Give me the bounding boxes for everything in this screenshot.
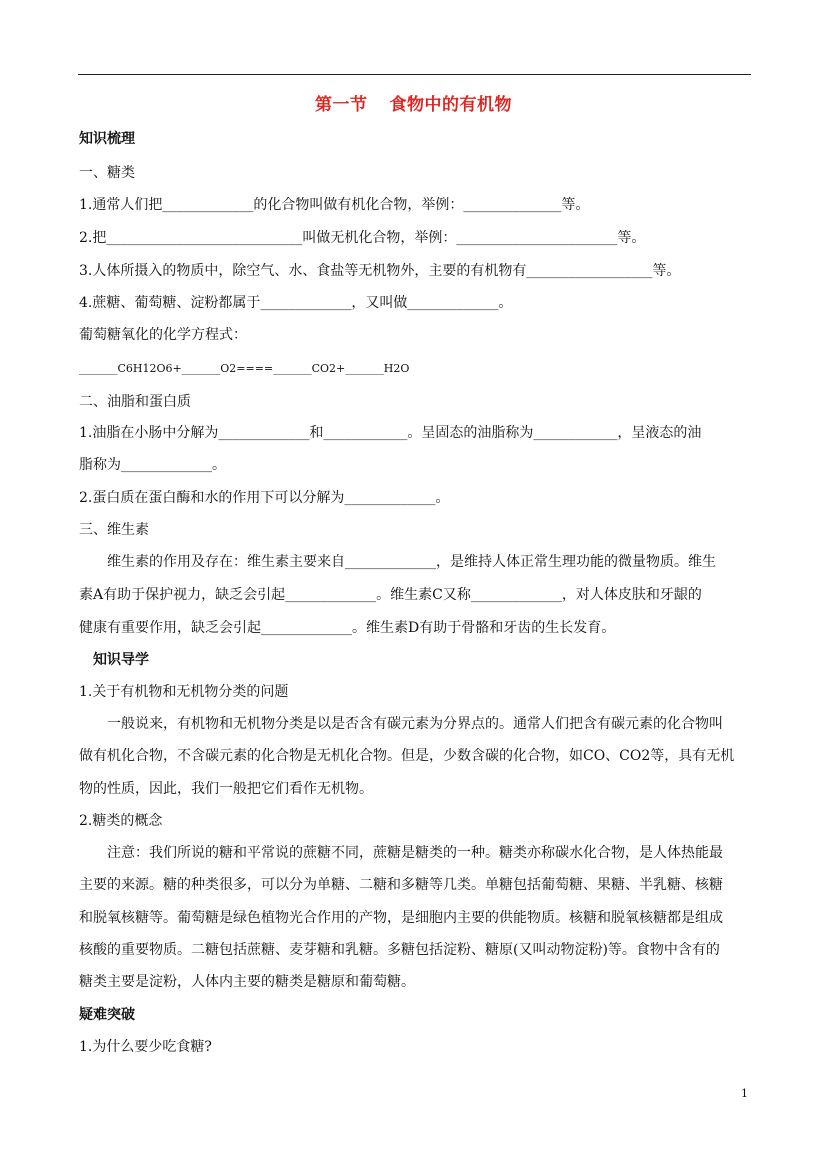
text-line: 糖类主要是淀粉，人体内主要的糖类是糖原和葡萄糖。 [79,974,415,990]
text-line: 3.人体所摄入的物质中，除空气、水、食盐等无机物外，主要的有机物有__________________等。 [79,263,681,279]
text-line: 1.通常人们把_____________的化合物叫做有机化合物，举例：______________等。 [79,197,590,213]
text-line: 1.油脂在小肠中分解为_____________和____________。呈固态的油脂称为____________，呈液态的油 [79,425,702,441]
text-line: 葡萄糖氧化的化学方程式： [79,327,247,343]
text-line: 2.糖类的概念 [79,813,163,829]
header-rule [78,74,751,75]
text-line: 注意：我们所说的糖和平常说的蔗糖不同，蔗糖是糖类的一种。糖类亦称碳水化合物，是人体热能最 [107,845,723,861]
text-line: 一般说来，有机物和无机物分类是以是否含有碳元素为分界点的。通常人们把含有碳元素的化合物叫 [107,716,723,732]
text-line: 物的性质，因此，我们一般把它们看作无机物。 [79,781,373,797]
text-line: 维生素的作用及存在：维生素主要来自_____________，是维持人体正常生理功能的微量物质。维生 [107,554,716,570]
text-line: 核酸的重要物质。二糖包括蔗糖、麦芽糖和乳糖。多糖包括淀粉、糖原(又叫动物淀粉)等。食物中含有的 [79,942,720,958]
text-line: 2.蛋白质在蛋白酶和水的作用下可以分解为_____________。 [79,490,450,506]
text-line: 2.把____________________________叫做无机化合物，举例：_______________________等。 [79,230,646,246]
text-line: 4.蔗糖、葡萄糖、淀粉都属于_____________，又叫做_____________。 [79,295,513,311]
text-line: 主要的来源。糖的种类很多，可以分为单糖、二糖和多糖等几类。单糖包括葡萄糖、果糖、半乳糖、核糖 [79,877,723,893]
section-heading-weishengsu: 三、维生素 [79,522,149,538]
text-line: 1.为什么要少吃食糖? [79,1039,212,1055]
heading-zhishi-shuli: 知识梳理 [79,131,135,147]
text-line: 做有机化合物，不含碳元素的化合物是无机化合物。但是，少数含碳的化合物，如CO、CO2等，具有无机 [79,748,735,764]
page-title [0,90,827,115]
heading-zhishi-daoxue: 知识导学 [93,652,149,668]
section-heading-youzhi: 二、油脂和蛋白质 [79,394,191,410]
title-text: 食物中的有机物 [389,95,512,115]
text-line: 脂称为_____________。 [79,457,226,473]
heading-yinan-tupo: 疑难突破 [79,1007,135,1023]
text-line: 素A有助于保护视力，缺乏会引起_____________。维生素C又称_____________，对人体皮肤和牙龈的 [79,587,702,603]
page-number: 1 [741,1087,748,1100]
chemical-equation: _______C6H12O6+_______O2====_______CO2+_______H2O [79,362,410,375]
title-section: 第一节 [315,95,368,115]
text-line: 和脱氧核糖等。葡萄糖是绿色植物光合作用的产物，是细胞内主要的供能物质。核糖和脱氧核糖都是组成 [79,910,723,926]
text-line: 1.关于有机物和无机物分类的问题 [79,684,289,700]
text-line: 健康有重要作用，缺乏会引起_____________。维生素D有助于骨骼和牙齿的生长发育。 [79,620,616,636]
section-heading-tanglei: 一、糖类 [79,165,135,181]
